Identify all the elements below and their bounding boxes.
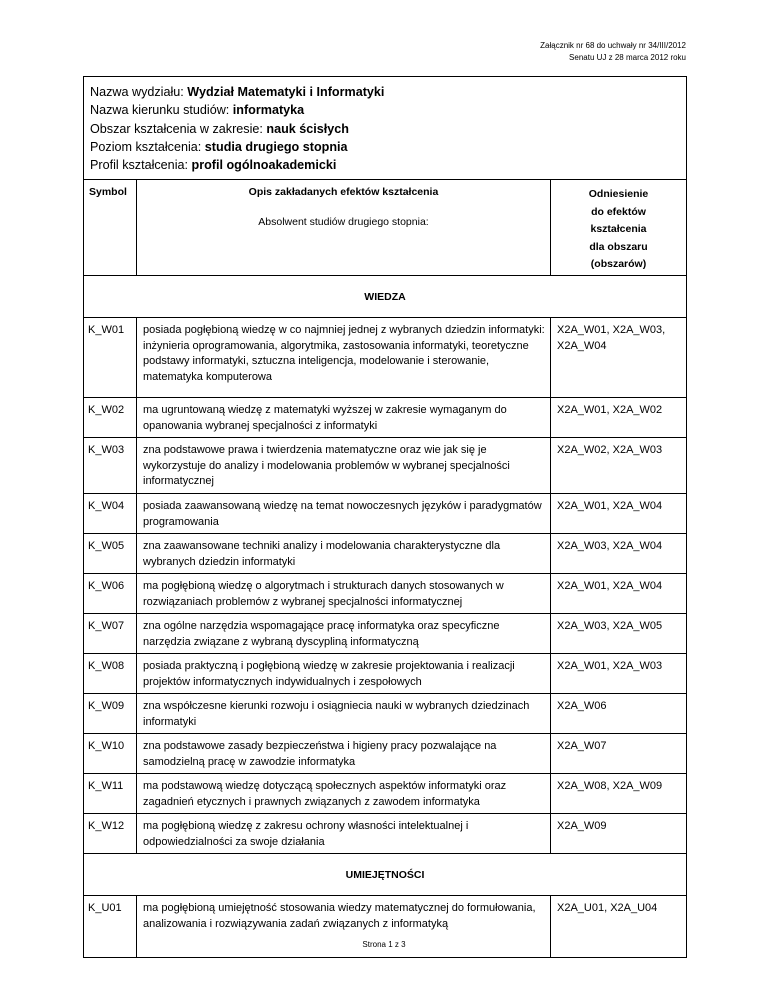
row-reference: X2A_W08, X2A_W09 <box>551 774 687 814</box>
area-line <box>90 120 680 138</box>
learning-outcomes-table <box>83 76 687 958</box>
page-number: Strona 1 z 3 <box>362 940 406 949</box>
row-description: zna podstawowe prawa i twierdzenia matematyczne oraz wie jak się je wykorzystuje do analizy i modelowania problemów w wybranej specjalności informatycznej <box>137 438 551 494</box>
row-description: zna ogólne narzędzia wspomagające pracę informatyka oraz specyficzne narzędzia związane z wybraną dyscypliną informatyczną <box>137 614 551 654</box>
table-row <box>84 774 687 814</box>
table-row <box>84 438 687 494</box>
row-description: posiada zaawansowaną wiedzę na temat nowoczesnych języków i paradygmatów programowania <box>137 494 551 534</box>
row-description: ma pogłębioną wiedzę o algorytmach i strukturach danych stosowanych w rozwiązaniach problemów z wybranej specjalności informatycznej <box>137 574 551 614</box>
row-description: zna współczesne kierunki rozwoju i osiągniecia nauki w wybranych dziedzinach informatyki <box>137 694 551 734</box>
row-description: zna podstawowe zasady bezpieczeństwa i higieny pracy pozwalające na samodzielną pracę w zawodzie informatyka <box>137 734 551 774</box>
section-title-knowledge: WIEDZA <box>84 276 687 318</box>
section-row-skills <box>84 854 687 896</box>
header-row <box>84 180 687 276</box>
row-description: ma pogłębioną umiejętność stosowania wiedzy matematycznej do formułowania, analizowania i rozwiązywania zadań związanych z informatyką <box>137 896 551 958</box>
row-description: posiada praktyczną i pogłębioną wiedzę w zakresie projektowania i realizacji projektów informatycznych indywidualnych i zespołowych <box>137 654 551 694</box>
header-reference <box>551 180 687 276</box>
row-description: ma pogłębioną wiedzę z zakresu ochrony własności intelektualnej i odpowiedzialności za swoje działania <box>137 814 551 854</box>
profile-value: profil ogólnoakademicki <box>191 158 337 173</box>
row-reference: X2A_W03, X2A_W04 <box>551 534 687 574</box>
table-row <box>84 574 687 614</box>
row-symbol: K_W07 <box>84 614 137 654</box>
level-line <box>90 138 680 156</box>
row-symbol: K_W05 <box>84 534 137 574</box>
row-reference: X2A_U01, X2A_U04 <box>551 896 687 958</box>
row-reference: X2A_W02, X2A_W03 <box>551 438 687 494</box>
row-reference: X2A_W01, X2A_W03 <box>551 654 687 694</box>
table-row <box>84 694 687 734</box>
annex-note <box>540 40 686 64</box>
row-reference: X2A_W03, X2A_W05 <box>551 614 687 654</box>
row-description: zna zaawansowane techniki analizy i modelowania charakterystyczne dla wybranych dziedzin informatyki <box>137 534 551 574</box>
profile-label: Profil kształcenia: <box>90 158 192 173</box>
row-symbol: K_W03 <box>84 438 137 494</box>
row-symbol: K_W08 <box>84 654 137 694</box>
row-reference: X2A_W07 <box>551 734 687 774</box>
row-reference: X2A_W06 <box>551 694 687 734</box>
row-symbol: K_W12 <box>84 814 137 854</box>
level-value: studia drugiego stopnia <box>204 139 348 154</box>
area-label: Obszar kształcenia w zakresie: <box>90 121 267 136</box>
row-reference: X2A_W09 <box>551 814 687 854</box>
header-description-title: Opis zakładanych efektów kształcenia <box>248 186 439 199</box>
program-value: informatyka <box>232 103 305 118</box>
row-symbol: K_U01 <box>84 896 137 958</box>
level-label: Poziom kształcenia: <box>90 139 205 154</box>
faculty-line <box>90 83 680 101</box>
header-symbol: Symbol <box>84 180 137 276</box>
row-symbol: K_W01 <box>84 318 137 398</box>
row-description: posiada pogłębioną wiedzę w co najmniej jednej z wybranych dziedzin informatyki: inżynieria oprogramowania, algorytmika, zastosowania informatyki, teoretyczne podstawy informatyki, sztuczna inteligencja, modelowanie i sterowanie, matematyka komputerowa <box>137 318 551 398</box>
row-reference: X2A_W01, X2A_W04 <box>551 574 687 614</box>
program-label: Nazwa kierunku studiów: <box>90 103 233 118</box>
header-reference-line: kształcenia <box>590 223 647 236</box>
row-symbol: K_W06 <box>84 574 137 614</box>
header-reference-line: Odniesienie <box>588 188 649 201</box>
header-reference-line: do efektów <box>591 205 646 218</box>
header-reference-line: (obszarów) <box>590 258 647 271</box>
row-symbol: K_W11 <box>84 774 137 814</box>
row-description: ma podstawową wiedzę dotyczącą społecznych aspektów informatyki oraz zagadnień etycznych i prawnych związanych z zawodem informatyka <box>137 774 551 814</box>
profile-line <box>90 156 680 174</box>
header-description-sub: Absolwent studiów drugiego stopnia: <box>258 216 429 229</box>
faculty-label: Nazwa wydziału: <box>90 85 188 99</box>
row-description: ma ugruntowaną wiedzę z matematyki wyższej w zakresie wymaganym do opanowania wybranej specjalności z informatyki <box>137 398 551 438</box>
annex-line-2: Senatu UJ z 28 marca 2012 roku <box>569 53 686 62</box>
faculty-value: Wydział Matematyki i Informatyki <box>187 85 385 99</box>
row-symbol: K_W10 <box>84 734 137 774</box>
section-row-knowledge <box>84 276 687 318</box>
table-row <box>84 318 687 398</box>
table-row <box>84 398 687 438</box>
info-cell <box>84 77 687 180</box>
table-row <box>84 494 687 534</box>
area-value: nauk ścisłych <box>266 121 349 136</box>
row-reference: X2A_W01, X2A_W04 <box>551 494 687 534</box>
row-symbol: K_W04 <box>84 494 137 534</box>
row-symbol: K_W02 <box>84 398 137 438</box>
table-row <box>84 534 687 574</box>
section-title-skills: UMIEJĘTNOŚCI <box>84 854 687 896</box>
program-line <box>90 101 680 119</box>
header-description <box>137 180 551 276</box>
annex-line-1: Załącznik nr 68 do uchwały nr 34/III/2012 <box>540 41 686 50</box>
row-reference: X2A_W01, X2A_W03, X2A_W04 <box>551 318 687 398</box>
row-reference: X2A_W01, X2A_W02 <box>551 398 687 438</box>
info-row <box>84 77 687 180</box>
header-reference-line: dla obszaru <box>589 240 648 253</box>
table-row <box>84 614 687 654</box>
table-row <box>84 814 687 854</box>
table-row <box>84 734 687 774</box>
row-symbol: K_W09 <box>84 694 137 734</box>
table-row <box>84 654 687 694</box>
